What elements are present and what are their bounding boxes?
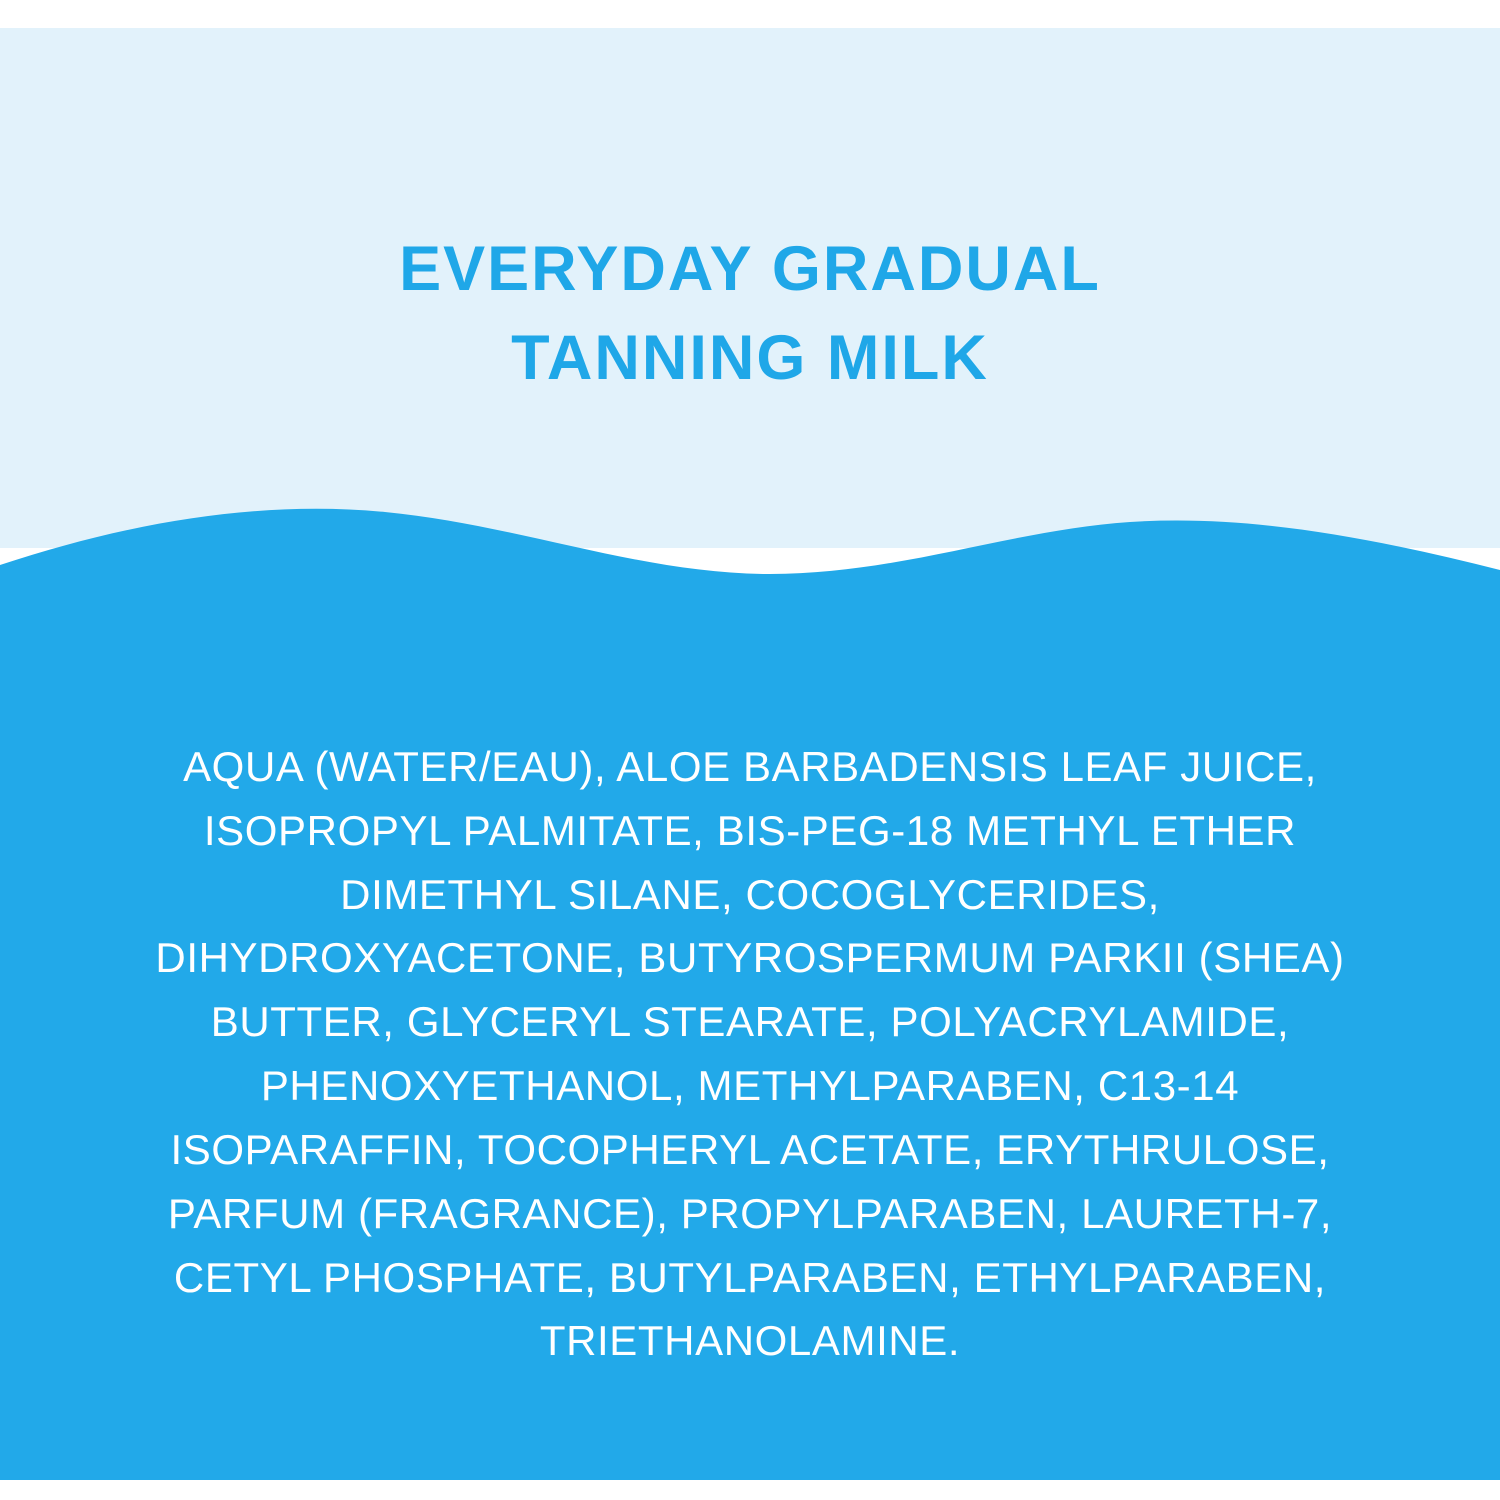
title-line-2: TANNING MILK	[511, 323, 989, 394]
page-title	[0, 225, 1500, 404]
title-line-1: EVERYDAY GRADUAL	[399, 234, 1101, 304]
ingredients-list: AQUA (WATER/EAU), ALOE BARBADENSIS LEAF JUICE, ISOPROPYL PALMITATE, BIS-PEG-18 METHYL ETHER DIMETHYL SILANE, COCOGLYCERIDES, DIHYDROXYACETONE, BUTYROSPERMUM PARKII (SHEA) BUTTER, GLYCERYL STEARATE, POLYACRYLAMIDE, PHENOXYETHANOL, METHYLPARABEN, C13-14 ISOPARAFFIN, TOCOPHERYL ACETATE, ERYTHRULOSE, PARFUM (FRAGRANCE), PROPYLPARABEN, LAURETH-7, CETYL PHOSPHATE, BUTYLPARABEN, ETHYLPARABEN, TRIETHANOLAMINE.	[155, 743, 1345, 1365]
